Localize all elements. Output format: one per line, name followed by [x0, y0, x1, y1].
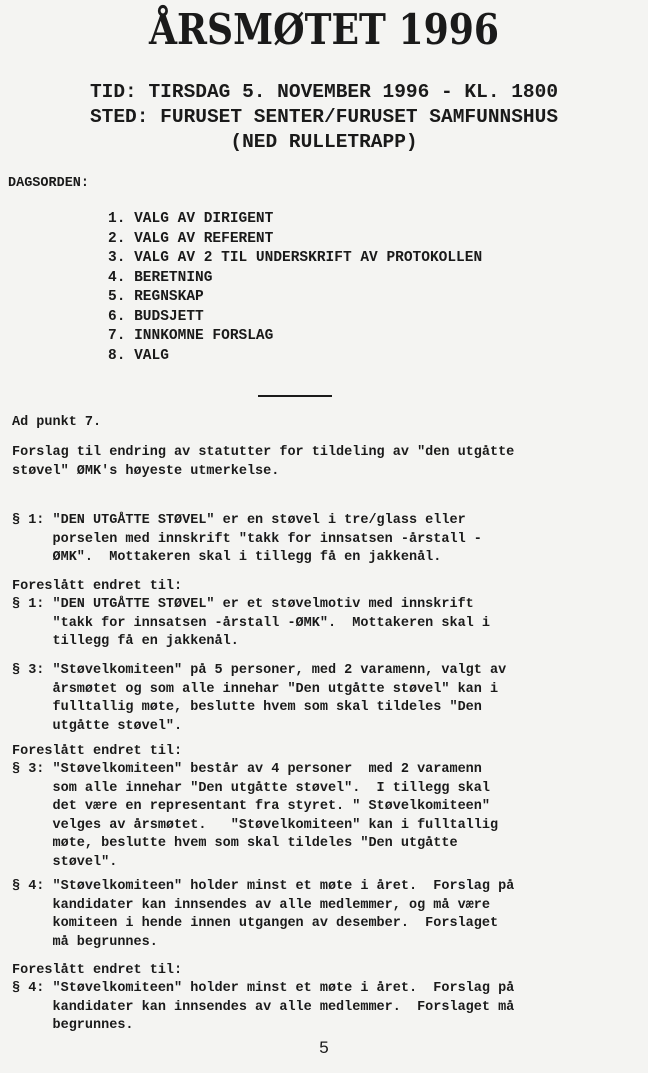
section-4-proposed-label: Foreslått endret til:	[12, 963, 183, 978]
meeting-place-note: (NED RULLETRAPP)	[230, 131, 418, 153]
agenda-heading: DAGSORDEN:	[8, 176, 90, 191]
agenda-item: 8. VALG	[108, 347, 169, 364]
section-3-proposed: § 3: "Støvelkomiteen" består av 4 personer med 2 varamenn som alle innehar "Den utgåtte støvel". I tillegg skal det være en representant fra styret. " Støvelkomiteen" velges av årsmøtet. "Støvelkomiteen" kan i fulltallig møte, beslutte hvem som skal tildeles "Den utgåtte støvel".	[12, 762, 499, 870]
agenda-list	[108, 210, 482, 366]
meeting-place: STED: FURUSET SENTER/FURUSET SAMFUNNSHUS	[89, 106, 559, 128]
page-number: 5	[319, 1038, 329, 1057]
agenda-item: 3. VALG AV 2 TIL UNDERSKRIFT AV PROTOKOLLEN	[108, 250, 483, 266]
section-4-proposed: § 4: "Støvelkomiteen" holder minst et møte i året. Forslag på kandidater kan innsendes av alle medlemmer. Forslaget må begrunnes.	[12, 981, 515, 1033]
meeting-time: TID: TIRSDAG 5. NOVEMBER 1996 - KL. 1800	[89, 81, 559, 103]
section-4-current: § 4: "Støvelkomiteen" holder minst et møte i året. Forslag på kandidater kan innsendes av alle medlemmer, og må være komiteen i hende innen utgangen av desember. Forslaget må begrunnes.	[12, 879, 515, 950]
agenda-item: 4. BERETNING	[108, 269, 213, 286]
section-1-current: § 1: "DEN UTGÅTTE STØVEL" er en støvel i tre/glass eller porselen med innskrift "takk for innsatsen -årstall - ØMK". Mottakeren skal i tillegg få en jakkenål.	[12, 513, 482, 565]
document-title: ÅRSMØTET 1996	[149, 5, 499, 54]
agenda-item: 2. VALG AV REFERENT	[108, 230, 274, 247]
proposal-intro: Forslag til endring av statutter for tildeling av "den utgåtte støvel" ØMK's høyeste utmerkelse.	[12, 445, 515, 479]
section-3-proposed-label: Foreslått endret til:	[12, 744, 183, 759]
agenda-item: 7. INNKOMNE FORSLAG	[108, 328, 274, 344]
agenda-item: 6. BUDSJETT	[108, 308, 204, 325]
agenda-item: 1. VALG AV DIRIGENT	[108, 211, 274, 227]
section-1-proposed-label: Foreslått endret til:	[12, 579, 183, 594]
section-1-proposed: § 1: "DEN UTGÅTTE STØVEL" er et støvelmotiv med innskrift "takk for innsatsen -årstall -ØMK". Mottakeren skal i tillegg få en jakkenål.	[12, 597, 490, 649]
agenda-item: 5. REGNSKAP	[108, 289, 204, 305]
section-3-current: § 3: "Støvelkomiteen" på 5 personer, med 2 varamenn, valgt av årsmøtet og som alle innehar "Den utgåtte støvel" kan i fulltallig møte, beslutte hvem som skal tildeles "Den utgåtte støvel".	[12, 663, 507, 734]
section-divider	[258, 395, 332, 397]
ad-punkt-heading: Ad punkt 7.	[12, 415, 102, 430]
